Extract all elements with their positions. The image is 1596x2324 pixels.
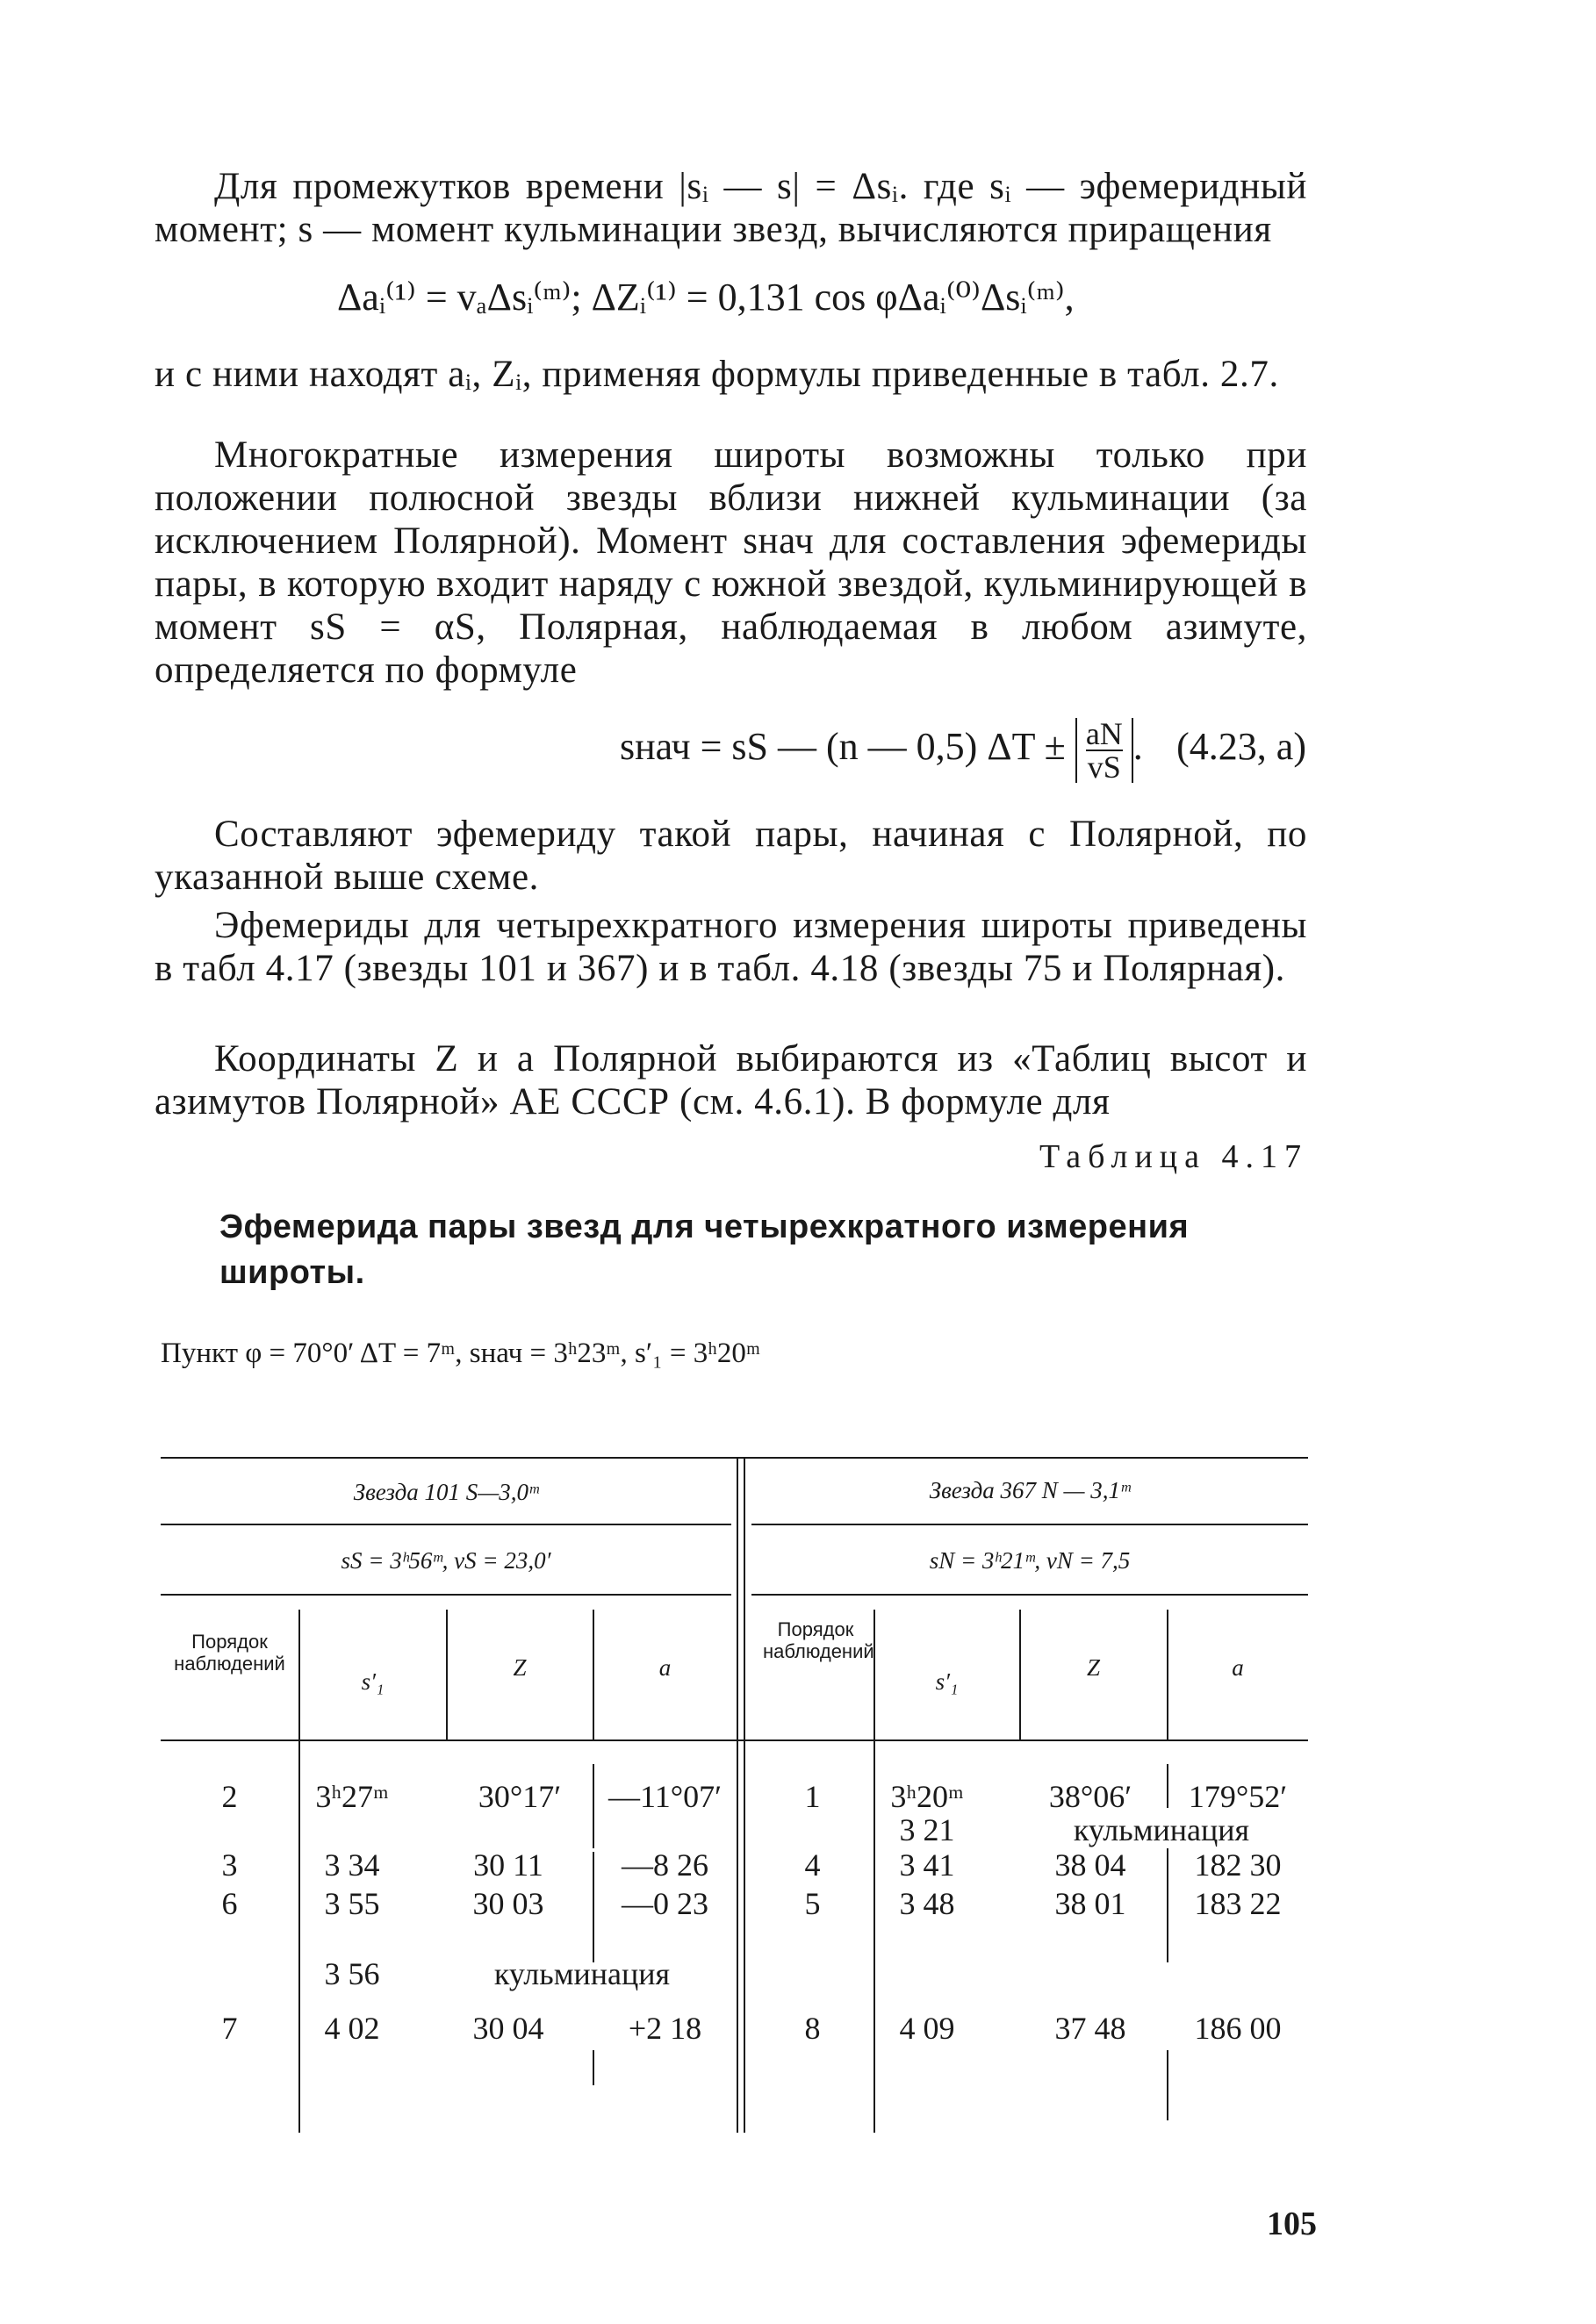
formula-increments: Δaᵢ⁽¹⁾ = vₐΔsᵢ⁽ᵐ⁾; ΔZᵢ⁽¹⁾ = 0,131 cos φΔaᵢ⁽⁰⁾Δsᵢ⁽ᵐ⁾, [337,276,1075,319]
left-star-header: Звезда 101 S—3,0ᵐ [353,1479,539,1505]
paragraph-compose: Составляют эфемериду такой пары, начиная с Полярной, по указанной выше схеме. [155,814,1307,898]
table-cell: 37 48 [1054,2011,1126,2046]
table-cell: 38 04 [1054,1847,1126,1883]
table-cell: 3 41 [899,1847,955,1883]
table-cell: 5 [804,1886,821,1921]
table-cell: 30 11 [473,1847,543,1883]
table-cell: 30 04 [472,2011,544,2046]
culmination-label: кульминация [1073,1812,1250,1847]
culmination-label: кульминация [493,1956,671,1991]
left-col-a: a [658,1654,672,1681]
table-rule [593,2050,594,2085]
right-col-order: Порядок наблюдений [763,1618,874,1662]
paragraph-coordinates: Координаты Z и a Полярной выбираются из «Таблиц высот и азимутов Полярной» АЕ СССР (см. 4.6.1). В формуле для [155,1038,1307,1123]
table-rule [161,1594,731,1596]
table-cell: 186 00 [1194,2011,1282,2046]
table-cell: 30 03 [472,1886,544,1921]
page-number: 105 [1267,2206,1317,2242]
table-cell: 8 [804,2011,821,2046]
table-cell: 3 48 [899,1886,955,1921]
table-cell: 3ʰ20ᵐ [890,1779,964,1814]
table-cell: —8 26 [622,1847,708,1883]
paragraph-ephemerides: Эфемериды для четырехкратного измерения широты приведены в табл 4.17 (звезды 101 и 367) и в табл. 4.18 (звезды 75 и Полярная). [155,905,1307,989]
right-star-params: sN = 3ʰ21ᵐ, vN = 7,5 [929,1547,1131,1574]
table-cell: —11°07′ [608,1779,722,1814]
table-site-parameters: Пункт φ = 70°0′ ΔT = 7ᵐ, sнач = 3ʰ23ᵐ, s′₁ = 3ʰ20ᵐ [161,1338,760,1369]
table-cell: 182 30 [1194,1847,1282,1883]
left-col-s: s′₁ [361,1668,385,1695]
left-star-params: sS = 3ʰ56ᵐ, vS = 23,0′ [341,1547,551,1574]
table-separator [737,1457,738,2133]
left-col-order: Порядок наблюдений [174,1631,285,1675]
table-cell: 3 34 [324,1847,380,1883]
right-col-z: Z [1086,1654,1101,1681]
table-rule [1167,2050,1168,2120]
paragraph-multiple-measurements: Многократные измерения широты возможны только при положении полюсной звезды вблизи нижней кульминации (за исключением Полярной). Момент sнач для составления эфемериды пары, в которую входит наряду с южной звездой, кульминирующей в момент sS = αS, Полярная, наблюдаемая в любом азимуте, определяется по формуле [155,434,1307,691]
table-rule [161,1524,731,1525]
table-cell: 179°52′ [1188,1779,1288,1814]
table-separator [744,1457,745,2133]
table-cell: 3 56 [324,1956,380,1991]
paragraph-compute: и с ними находят aᵢ, Zᵢ, применяя формулы приведенные в табл. 2.7. [155,354,1279,395]
table-rule [751,1594,1308,1596]
formula-number: (4.23, a) [1176,725,1306,768]
table-cell: 1 [804,1779,821,1814]
paragraph-intervals: Для промежутков времени |sᵢ — s| = Δsᵢ. где sᵢ — эфемеридный момент; s — момент кульминации звезд, вычисляются приращения [155,166,1307,250]
right-col-a: a [1232,1654,1244,1681]
table-rule [751,1524,1308,1525]
table-rule-header-bottom [161,1739,1308,1741]
table-cell: 38 01 [1054,1886,1126,1921]
table-cell: 3 21 [899,1812,955,1847]
ephemeris-table [161,1457,1308,2133]
right-star-header: Звезда 367 N — 3,1ᵐ [929,1477,1131,1503]
table-rule-top [161,1457,1308,1459]
table-cell: 4 02 [324,2011,380,2046]
table-cell: 3 55 [324,1886,380,1921]
table-cell: 4 09 [899,2011,955,2046]
table-cell: 183 22 [1194,1886,1282,1921]
formula-start-moment: sнач = sS — (n — 0,5) ΔT ± $\frac{aN}{vS}$ . [620,716,1143,785]
right-col-s: s′₁ [935,1668,959,1695]
left-col-z: Z [513,1654,527,1681]
table-cell: 7 [221,2011,238,2046]
table-label: Таблица 4.17 [1039,1138,1308,1175]
table-cell: 3 [221,1847,238,1883]
table-cell: 6 [221,1886,238,1921]
table-cell: 38°06′ [1048,1779,1132,1814]
table-cell: +2 18 [628,2011,702,2046]
table-cell: 3ʰ27ᵐ [315,1779,389,1814]
table-cell: 30°17′ [478,1779,562,1814]
table-cell: —0 23 [622,1886,708,1921]
table-cell: 2 [221,1779,238,1814]
table-cell: 4 [804,1847,821,1883]
fraction-abs: $\frac{aN}{vS}$ [1075,718,1133,783]
table-title: Эфемерида пары звезд для четырехкратного измерения широты. [219,1209,1190,1291]
